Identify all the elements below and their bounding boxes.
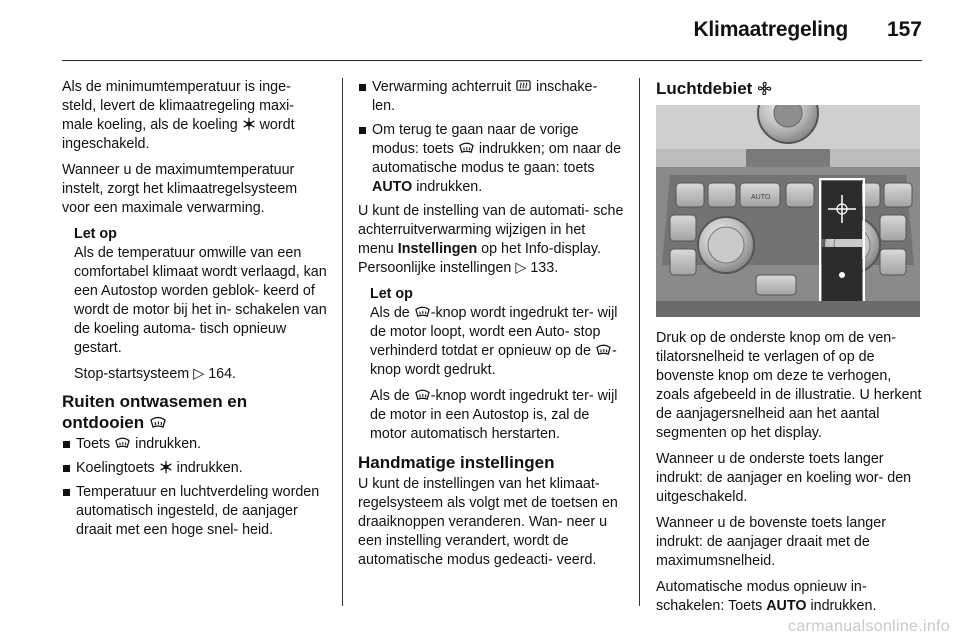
column-1 xyxy=(62,78,328,545)
page-number: 157 xyxy=(886,18,922,41)
note-heading: Let op xyxy=(370,286,413,302)
note-text: Als de temperatuur omwille van een comfortabel klimaat wordt verlaagd, kan een Autostop worden geblok- keerd of wordt de motor bij het in- schakelen van de koeling automa- tisch opnieuw gestart. xyxy=(74,245,327,356)
paragraph-max-temp: Wanneer u de maximumtemperatuur instelt, zorgt het klimaatregelsysteem voor een maximale verwarming. xyxy=(62,162,298,216)
defrost-icon xyxy=(458,140,475,155)
panel-auto-label: AUTO xyxy=(751,194,771,201)
defrost-icon xyxy=(414,304,431,319)
paragraph-airflow-2: Wanneer u de onderste toets langer indrukt: de aanjager en koeling wor- den uitgeschakeld. xyxy=(656,451,912,505)
list-item: Temperatuur en luchtverdeling worden automatisch ingesteld, de aanjager draait met een hoge snel- heid. xyxy=(62,483,328,540)
column-2 xyxy=(358,78,624,577)
column-divider-1 xyxy=(342,78,343,606)
note-block xyxy=(74,225,328,384)
list-item: Koelingtoets indrukken. xyxy=(62,459,328,478)
paragraph-manual: U kunt de instellingen van het klimaat- regelsysteem als volgt met de toetsen en draaiknoppen veranderen. Wan- neer u een instelling verandert, wordt de automatische modus gedeacti- veerd. xyxy=(358,476,618,568)
climate-panel-illustration xyxy=(656,105,920,317)
defrost-icon xyxy=(595,342,612,357)
defrost-icon xyxy=(414,387,431,402)
paragraph-min-temp: Als de minimumtemperatuur is inge- steld, levert de klimaatregeling maxi- male koeling, als de koeling wordt ingeschakeld. xyxy=(62,79,295,152)
section-title-defrost: Ruiten ontwasemen en ontdooien xyxy=(62,392,248,432)
list-item: Om terug te gaan naar de vorige modus: toets indrukken; om naar de automatische modus te gaan: toets AUTO indrukken. xyxy=(358,121,624,197)
defrost-icon xyxy=(149,414,167,430)
note-block xyxy=(370,285,624,444)
section-title-airflow: Luchtdebiet xyxy=(656,78,922,99)
list-item: Verwarming achterruit inschake- len. xyxy=(358,78,624,116)
reference-arrow-icon: ▷ xyxy=(515,260,527,276)
note-text: Als de -knop wordt ingedrukt ter- wijl de motor loopt, wordt een Auto- stop verhinderd totdat er opnieuw op de -knop wordt gedrukt. xyxy=(370,305,618,378)
snowflake-icon xyxy=(159,460,173,474)
rear-window-heating-icon xyxy=(515,78,532,93)
column-divider-2 xyxy=(639,78,640,606)
paragraph-airflow-3: Wanneer u de bovenste toets langer indrukt: de aanjager draait met de maximumsnelheid. xyxy=(656,515,886,569)
snowflake-icon xyxy=(242,117,256,131)
header-divider xyxy=(62,60,922,61)
list-item: Toets indrukken. xyxy=(62,435,328,454)
fan-icon xyxy=(757,81,772,96)
note-heading: Let op xyxy=(74,226,117,242)
defrost-icon xyxy=(114,435,131,450)
note-text: Als de -knop wordt ingedrukt ter- wijl de motor in een Autostop is, zal de motor automatisch herstarten. xyxy=(370,388,618,442)
reference-arrow-icon: ▷ xyxy=(193,366,205,382)
column-3 xyxy=(656,78,922,623)
paragraph-airflow-4: Automatische modus opnieuw in- schakelen: Toets AUTO indrukken. xyxy=(656,579,877,614)
paragraph-rear-settings: U kunt de instelling van de automati- sche achterruitverwarming wijzigen in het menu Instellingen op het Info-display. Persoonlijke instellingen ▷ 133. xyxy=(358,203,624,276)
watermark: carmanualsonline.info xyxy=(788,618,950,635)
paragraph-airflow-1: Druk op de onderste knop om de ven- tilatorsnelheid te verlagen of op de bovenste knop om deze te verhogen, zoals afgebeeld in de illustratie. U herkent de aanjagersnelheid aan het aantal segmenten op het display. xyxy=(656,330,922,441)
page-header-title: Klimaatregeling xyxy=(693,18,848,41)
climate-panel-photo xyxy=(656,105,920,317)
cross-reference: Stop-startsysteem ▷ 164. xyxy=(74,366,237,382)
section-title-manual: Handmatige instellingen xyxy=(358,453,555,472)
